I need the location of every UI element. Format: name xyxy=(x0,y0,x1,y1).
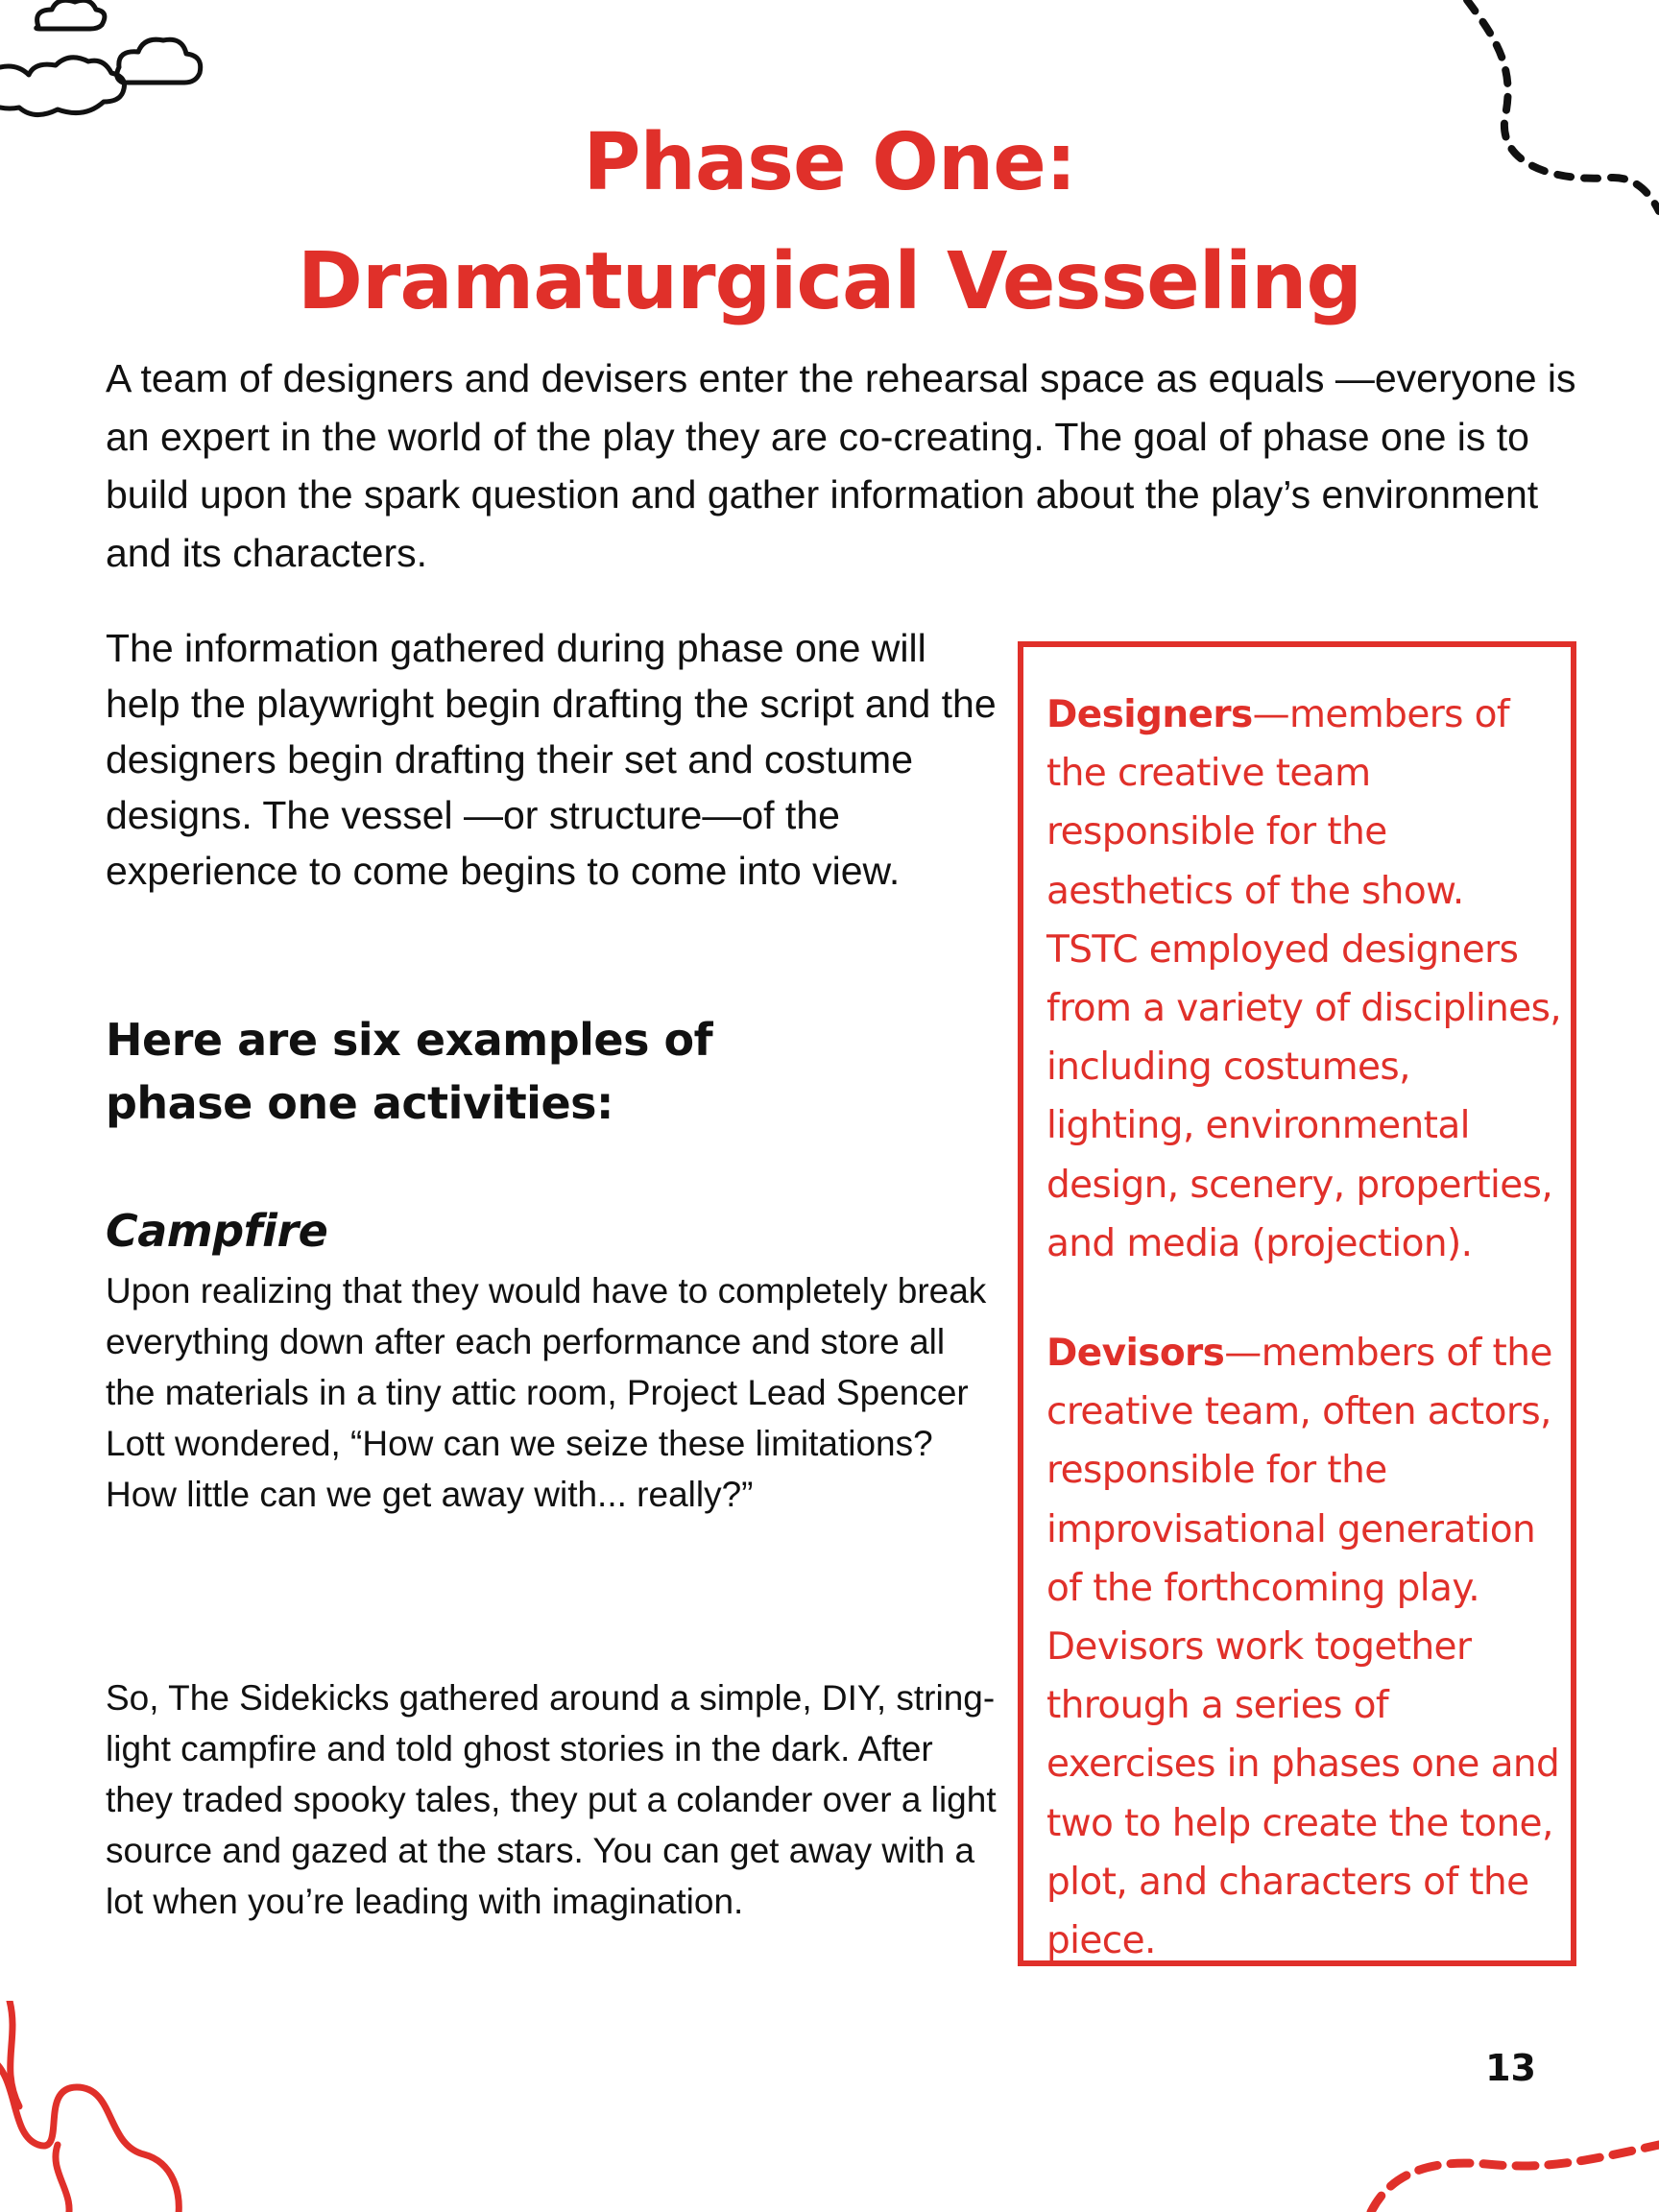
examples-heading-line-2: phase one activities: xyxy=(106,1077,613,1129)
dashed-path-bottom-right xyxy=(1352,2106,1659,2212)
title-line-1: Phase One: xyxy=(583,117,1076,208)
information-paragraph: The information gathered during phase one will help the playwright begin drafting the script and the designers begin drafting their set and costume designs. The vessel —or structure—of the experience to come begins to come into view. xyxy=(106,626,997,893)
page-title xyxy=(0,104,1659,342)
campfire-paragraph-1: Upon realizing that they would have to completely break everything down after each performance and store all the materials in a tiny attic room, Project Lead Spencer Lott wondered, “How can we seize these limitations? How little can we get away with... really?” xyxy=(106,1271,987,1514)
page-number: 13 xyxy=(1485,2047,1536,2089)
campfire-paragraph-2: So, The Sidekicks gathered around a simple, DIY, string-light campfire and told ghost stories in the dark. After they traded spooky tales, they put a colander over a light source and gazed at the stars. You can get away with a lot when you’re leading with imagination. xyxy=(106,1678,997,1921)
campfire-heading: Campfire xyxy=(106,1205,328,1257)
red-squiggle-bottom-left xyxy=(0,2001,250,2212)
devisors-definition-text: members of the creative team, often actors, responsible for the improvisational generation of the forthcoming play. Devisors work together through a series of exercises in phases one and two to help create the tone, plot, and characters of the piece. xyxy=(1046,1332,1560,1963)
devisors-definition xyxy=(1046,1324,1565,1970)
designers-definition xyxy=(1046,685,1565,1273)
designers-term: Designers xyxy=(1046,693,1253,736)
designers-separator: — xyxy=(1252,693,1289,736)
examples-heading-line-1: Here are six examples of xyxy=(106,1014,713,1066)
intro-paragraph: A team of designers and devisers enter the rehearsal space as equals —everyone is an expert in the world of the play they are co-creating. The goal of phase one is to build upon the spark question and gather information about the play’s environment and its characters. xyxy=(106,356,1576,575)
designers-definition-text: members of the creative team responsible for the aesthetics of the show. TSTC employed designers from a variety of disciplines, including costumes, lighting, environmental design, scenery, properties, and media (projection). xyxy=(1046,693,1562,1265)
devisors-separator: — xyxy=(1224,1332,1262,1375)
title-line-2: Dramaturgical Vesseling xyxy=(297,236,1362,327)
devisors-term: Devisors xyxy=(1046,1332,1225,1375)
definitions-sidebar xyxy=(1018,641,1576,1966)
examples-heading xyxy=(106,1008,778,1135)
